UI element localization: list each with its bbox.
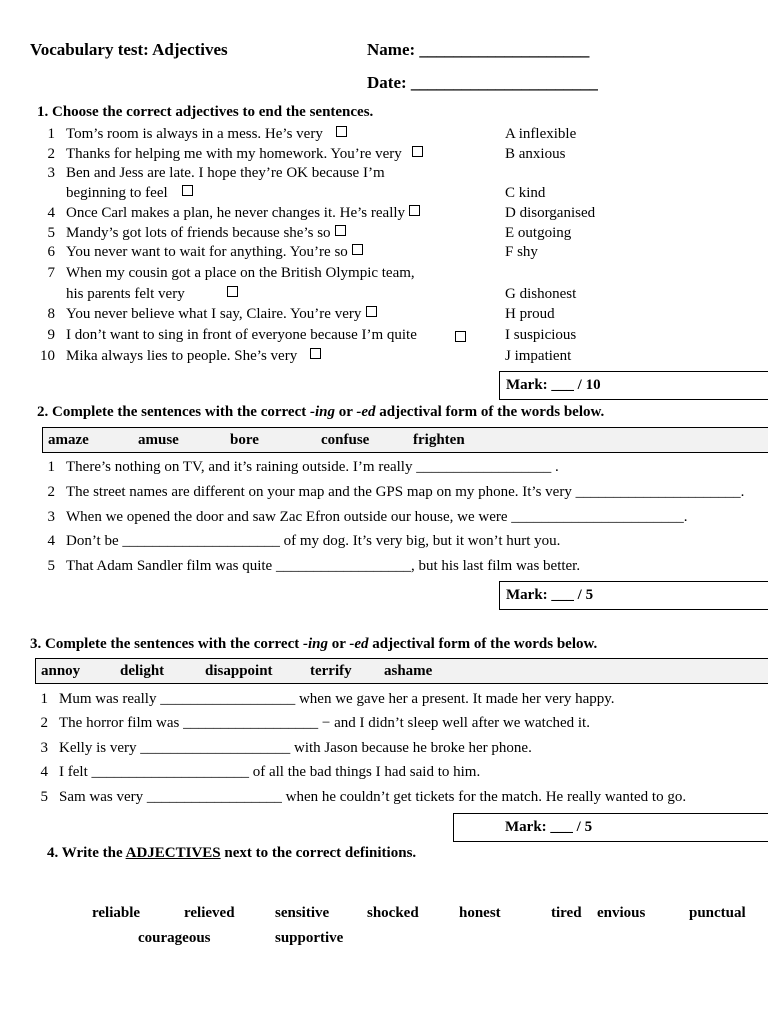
sentence-text: Once Carl makes a plan, he never changes it. He’s really — [66, 205, 406, 221]
sentence-text: When my cousin got a place on the British Olympic team, — [66, 265, 415, 281]
item-number: 5 — [40, 789, 48, 805]
answer-checkbox[interactable] — [455, 331, 466, 342]
option-item: H proud — [505, 306, 555, 322]
sentence-text-continued: beginning to feel — [66, 185, 168, 201]
option-item: E outgoing — [505, 225, 572, 241]
word-item: supportive — [275, 930, 344, 946]
word-item: sensitive — [275, 905, 330, 921]
answer-checkbox[interactable] — [409, 205, 420, 216]
word-item: delight — [120, 663, 165, 679]
sentence-text: Don’t be _____________________ of my dog. It’s very big, but it won’t hurt you. — [66, 533, 561, 549]
item-number: 1 — [47, 126, 55, 142]
item-number: 7 — [47, 265, 55, 281]
option-item: I suspicious — [505, 327, 577, 343]
section1-heading: 1. Choose the correct adjectives to end the sentences. — [37, 104, 374, 120]
sentence-text: Mum was really __________________ when we gave her a present. It made her very happy. — [59, 691, 615, 707]
sentence-text: The horror film was __________________ − and I didn’t sleep well after we watched it. — [59, 715, 590, 731]
answer-checkbox[interactable] — [412, 146, 423, 157]
sentence-text: That Adam Sandler film was quite __________________, but his last film was better. — [66, 558, 581, 574]
option-item: G dishonest — [505, 286, 577, 302]
item-number: 4 — [47, 533, 55, 549]
answer-checkbox[interactable] — [310, 348, 321, 359]
item-number: 10 — [40, 348, 55, 364]
word-item: honest — [459, 905, 501, 921]
section2-heading: 2. Complete the sentences with the correct -ing or -ed adjectival form of the words below. — [37, 404, 605, 420]
item-number: 4 — [40, 764, 48, 780]
item-number: 1 — [40, 691, 48, 707]
sentence-text: Mika always lies to people. She’s very — [66, 348, 298, 364]
date-field[interactable]: Date: ______________________ — [367, 73, 598, 92]
sentence-text: The street names are different on your map and the GPS map on my phone. It’s very ______________________. — [66, 484, 745, 500]
sentence-text: Thanks for helping me with my homework. You’re very — [66, 146, 402, 162]
word-item: bore — [230, 432, 259, 448]
answer-checkbox[interactable] — [366, 306, 377, 317]
word-item: tired — [551, 905, 582, 921]
sentence-text: I don’t want to sing in front of everyone because I’m quite — [66, 327, 417, 343]
item-number: 2 — [47, 146, 55, 162]
item-number: 2 — [47, 484, 55, 500]
word-item: amuse — [138, 432, 179, 448]
word-item: amaze — [48, 432, 89, 448]
item-number: 1 — [47, 459, 55, 475]
answer-checkbox[interactable] — [335, 225, 346, 236]
item-number: 9 — [47, 327, 55, 343]
section3-mark-box: Mark: ___ / 5 — [453, 813, 768, 842]
answer-checkbox[interactable] — [227, 286, 238, 297]
option-item: A inflexible — [505, 126, 577, 142]
word-item: relieved — [184, 905, 235, 921]
word-item: courageous — [138, 930, 211, 946]
page-title: Vocabulary test: Adjectives — [30, 40, 228, 59]
word-item: annoy — [41, 663, 81, 679]
answer-checkbox[interactable] — [352, 244, 363, 255]
sentence-text: Tom’s room is always in a mess. He’s very — [66, 126, 323, 142]
word-item: reliable — [92, 905, 141, 921]
sentence-text: Mandy’s got lots of friends because she’s so — [66, 225, 331, 241]
sentence-text: I felt _____________________ of all the bad things I had said to him. — [59, 764, 481, 780]
sentence-text: Kelly is very ____________________ with Jason because he broke her phone. — [59, 740, 532, 756]
word-item: ashame — [384, 663, 433, 679]
section4-heading: 4. Write the ADJECTIVES next to the correct definitions. — [47, 845, 417, 861]
item-number: 3 — [40, 740, 48, 756]
word-item: frighten — [413, 432, 465, 448]
option-item: J impatient — [505, 348, 572, 364]
section2-word-box — [42, 427, 768, 453]
section3-word-box — [35, 658, 768, 684]
item-number: 6 — [47, 244, 55, 260]
word-item: punctual — [689, 905, 746, 921]
answer-checkbox[interactable] — [336, 126, 347, 137]
option-item: B anxious — [505, 146, 566, 162]
option-item: D disorganised — [505, 205, 596, 221]
section2-mark-box: Mark: ___ / 5 — [499, 581, 768, 610]
word-item: terrify — [310, 663, 352, 679]
sentence-text: When we opened the door and saw Zac Efron outside our house, we were _______________________. — [66, 509, 688, 525]
section1-mark-box: Mark: ___ / 10 — [499, 371, 768, 400]
item-number: 3 — [47, 165, 55, 181]
item-number: 8 — [47, 306, 55, 322]
word-item: shocked — [367, 905, 419, 921]
item-number: 2 — [40, 715, 48, 731]
option-item: C kind — [505, 185, 546, 201]
word-item: envious — [597, 905, 646, 921]
word-item: disappoint — [205, 663, 273, 679]
name-field[interactable]: Name: ____________________ — [367, 40, 590, 59]
answer-checkbox[interactable] — [182, 185, 193, 196]
item-number: 4 — [47, 205, 55, 221]
sentence-text: Sam was very __________________ when he couldn’t get tickets for the match. He really wanted to go. — [59, 789, 687, 805]
sentence-text: Ben and Jess are late. I hope they’re OK because I’m — [66, 165, 385, 181]
item-number: 5 — [47, 558, 55, 574]
option-item: F shy — [505, 244, 538, 260]
section3-heading: 3. Complete the sentences with the correct -ing or -ed adjectival form of the words below. — [30, 636, 598, 652]
item-number: 3 — [47, 509, 55, 525]
sentence-text: You never want to wait for anything. You’re so — [66, 244, 348, 260]
item-number: 5 — [47, 225, 55, 241]
sentence-text-continued: his parents felt very — [66, 286, 185, 302]
word-item: confuse — [321, 432, 370, 448]
sentence-text: There’s nothing on TV, and it’s raining outside. I’m really __________________ . — [66, 459, 559, 475]
sentence-text: You never believe what I say, Claire. You’re very — [66, 306, 362, 322]
